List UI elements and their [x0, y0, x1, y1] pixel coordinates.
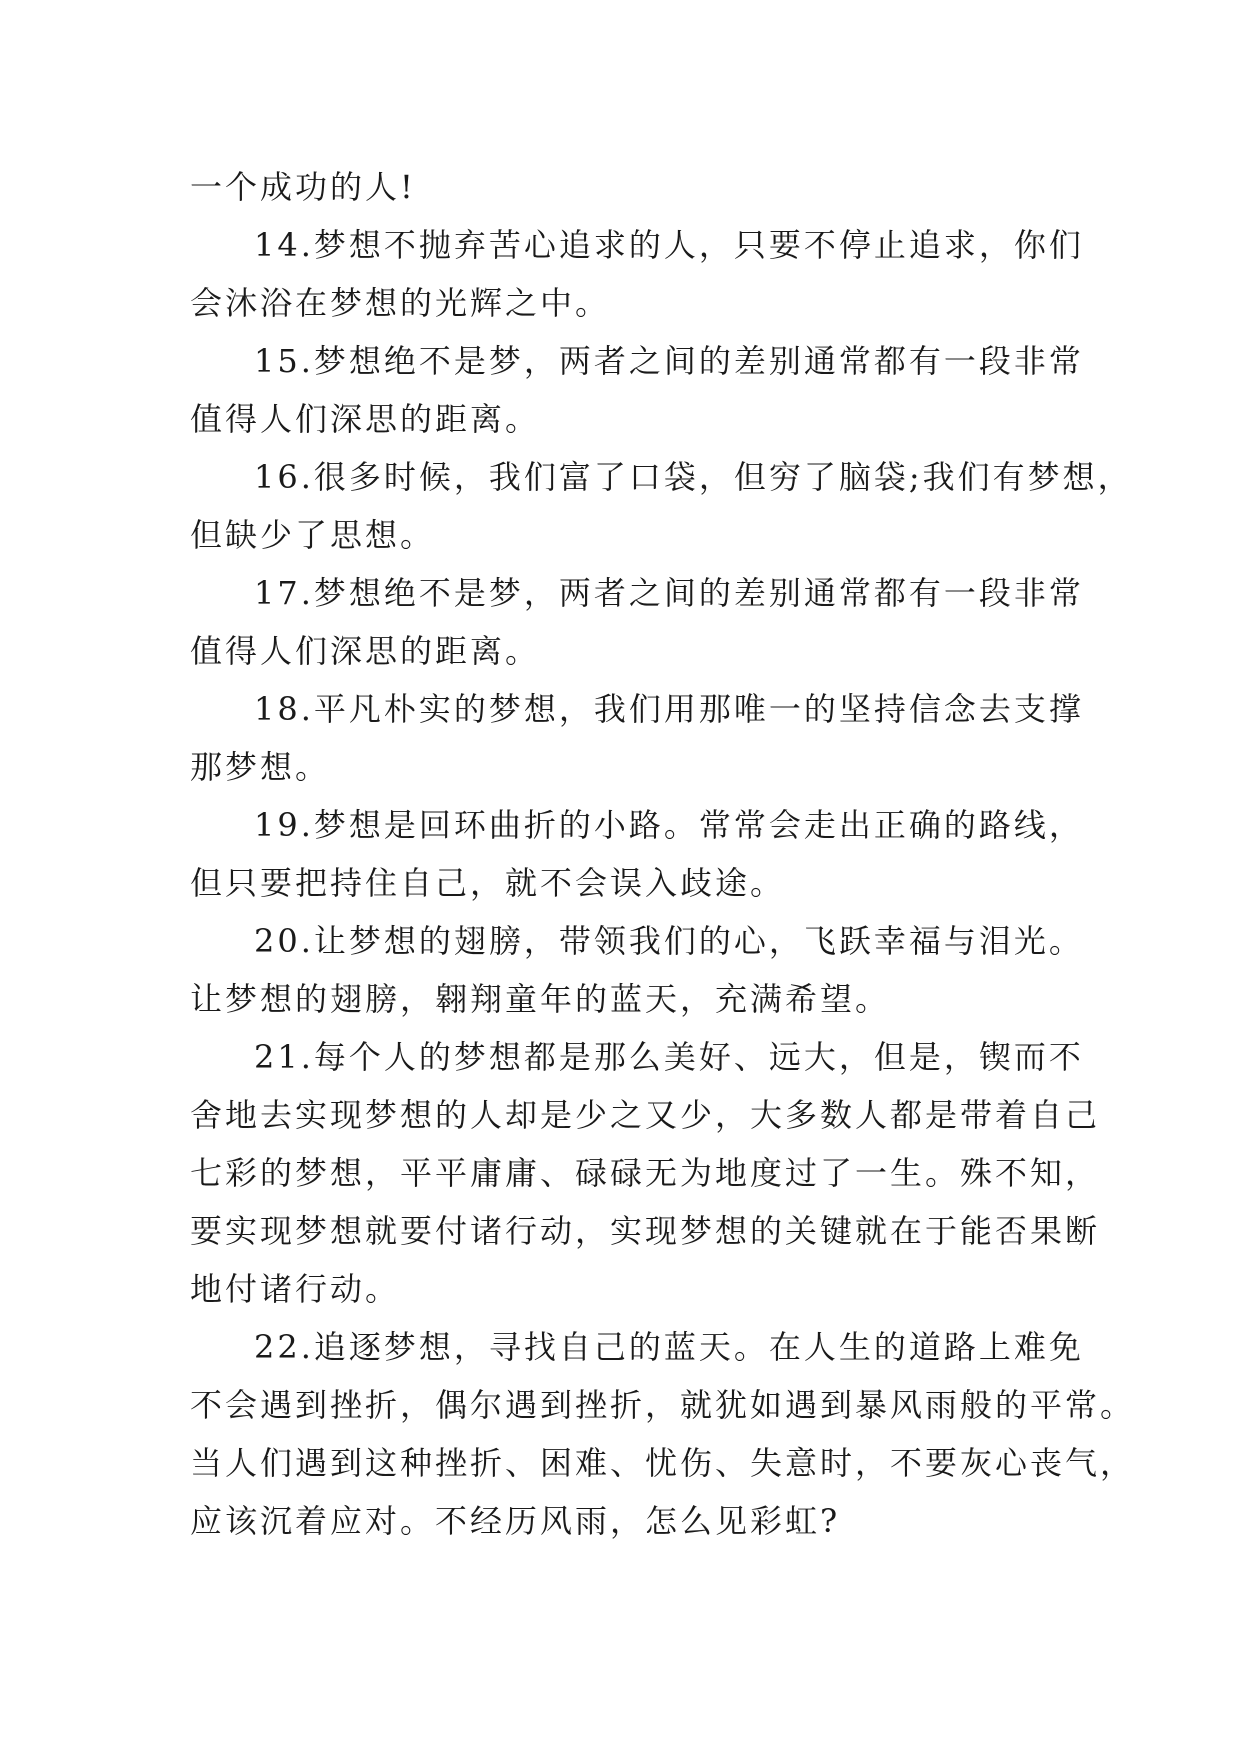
- text-line: 值得人们深思的距离。: [190, 632, 541, 670]
- text-line: 舍地去实现梦想的人却是少之又少，大多数人都是带着自己: [190, 1096, 1101, 1134]
- text-line: 应该沉着应对。不经历风雨，怎么见彩虹?: [190, 1502, 841, 1540]
- text-line: 但只要把持住自己，就不会误入歧途。: [190, 864, 786, 902]
- text-line: 21.每个人的梦想都是那么美好、远大，但是，锲而不: [254, 1038, 1084, 1076]
- text-line: 19.梦想是回环曲折的小路。常常会走出正确的路线，: [254, 806, 1084, 844]
- text-line: 22.追逐梦想，寻找自己的蓝天。在人生的道路上难免: [254, 1328, 1084, 1366]
- text-line: 要实现梦想就要付诸行动，实现梦想的关键就在于能否果断: [190, 1212, 1101, 1250]
- text-line: 地付诸行动。: [190, 1270, 401, 1308]
- text-line: 不会遇到挫折，偶尔遇到挫折，就犹如遇到暴风雨般的平常。: [190, 1386, 1136, 1424]
- text-line: 20.让梦想的翅膀，带领我们的心，飞跃幸福与泪光。: [254, 922, 1084, 960]
- text-line: 值得人们深思的距离。: [190, 400, 541, 438]
- text-line: 一个成功的人!: [190, 168, 416, 206]
- document-body: [190, 158, 1136, 1550]
- text-line: 七彩的梦想，平平庸庸、碌碌无为地度过了一生。殊不知，: [190, 1154, 1101, 1192]
- text-line: 但缺少了思想。: [190, 516, 436, 554]
- text-line: 17.梦想绝不是梦，两者之间的差别通常都有一段非常: [254, 574, 1084, 612]
- text-line: 14.梦想不抛弃苦心追求的人，只要不停止追求，你们: [254, 226, 1084, 264]
- text-line: 15.梦想绝不是梦，两者之间的差别通常都有一段非常: [254, 342, 1084, 380]
- text-line: 会沐浴在梦想的光辉之中。: [190, 284, 611, 322]
- text-line: 让梦想的翅膀，翱翔童年的蓝天，充满希望。: [190, 980, 891, 1018]
- text-line: 16.很多时候，我们富了口袋，但穷了脑袋;我们有梦想，: [254, 458, 1133, 496]
- text-line: 那梦想。: [190, 748, 331, 786]
- text-line: 18.平凡朴实的梦想，我们用那唯一的坚持信念去支撑: [254, 690, 1084, 728]
- text-line: 当人们遇到这种挫折、困难、忧伤、失意时，不要灰心丧气，: [190, 1444, 1136, 1482]
